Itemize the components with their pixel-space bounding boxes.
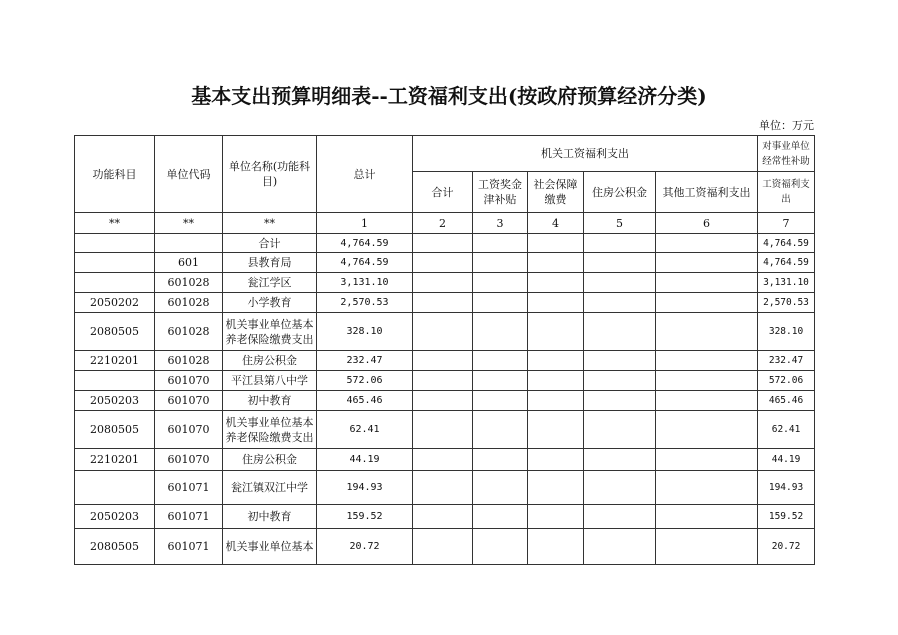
welfare-expense-cell: 465.46 [758,391,815,411]
table-row [75,253,815,273]
other-welfare-cell [656,273,758,293]
func-subject-cell [75,234,155,253]
index-cell: 2 [413,213,473,234]
table-row [75,234,815,253]
table-row [75,505,815,529]
unit-name-cell: 机关事业单位基本养老保险缴费支出 [223,411,317,449]
housing-fund-cell [584,293,656,313]
header-housing-fund: 住房公积金 [584,172,656,213]
social-security-cell [528,253,584,273]
salary-bonus-cell [473,234,528,253]
housing-fund-cell [584,391,656,411]
unit-name-cell: 初中教育 [223,391,317,411]
func-subject-cell: 2050203 [75,505,155,529]
func-subject-cell [75,273,155,293]
total-cell: 44.19 [317,449,413,471]
header-total: 总计 [317,136,413,213]
header-other-welfare: 其他工资福利支出 [656,172,758,213]
other-welfare-cell [656,471,758,505]
header-social-security: 社会保障缴费 [528,172,584,213]
other-welfare-cell [656,313,758,351]
total-cell: 465.46 [317,391,413,411]
total-cell: 20.72 [317,529,413,565]
header-unit-name: 单位名称(功能科目) [223,136,317,213]
welfare-expense-cell: 3,131.10 [758,273,815,293]
header-subsidy-group: 对事业单位经常性补助 [758,136,815,172]
unit-name-cell: 小学教育 [223,293,317,313]
index-cell: ** [223,213,317,234]
social-security-cell [528,391,584,411]
sub-total-cell [413,391,473,411]
func-subject-cell [75,471,155,505]
salary-bonus-cell [473,293,528,313]
table-row [75,313,815,351]
index-cell: ** [155,213,223,234]
func-subject-cell [75,371,155,391]
sub-total-cell [413,371,473,391]
salary-bonus-cell [473,313,528,351]
total-cell: 2,570.53 [317,293,413,313]
unit-code-cell: 601070 [155,449,223,471]
index-cell: 5 [584,213,656,234]
header-org-welfare-group: 机关工资福利支出 [413,136,758,172]
other-welfare-cell [656,351,758,371]
func-subject-cell: 2080505 [75,411,155,449]
social-security-cell [528,449,584,471]
func-subject-cell: 2050203 [75,391,155,411]
index-row [75,213,815,234]
table-row [75,449,815,471]
unit-code-cell [155,234,223,253]
welfare-expense-cell: 232.47 [758,351,815,371]
social-security-cell [528,234,584,253]
table-row [75,391,815,411]
table-row [75,351,815,371]
social-security-cell [528,371,584,391]
social-security-cell [528,411,584,449]
total-cell: 3,131.10 [317,273,413,293]
other-welfare-cell [656,253,758,273]
index-cell: 4 [528,213,584,234]
unit-code-cell: 601070 [155,411,223,449]
unit-code-cell: 601070 [155,371,223,391]
salary-bonus-cell [473,351,528,371]
salary-bonus-cell [473,273,528,293]
housing-fund-cell [584,253,656,273]
index-cell: 3 [473,213,528,234]
index-cell: 7 [758,213,815,234]
table-row [75,529,815,565]
sub-total-cell [413,313,473,351]
page-title: 基本支出预算明细表--工资福利支出(按政府预算经济分类) [191,84,707,108]
unit-code-cell: 601 [155,253,223,273]
index-cell: 1 [317,213,413,234]
sub-total-cell [413,411,473,449]
social-security-cell [528,529,584,565]
func-subject-cell: 2210201 [75,351,155,371]
unit-code-cell: 601028 [155,293,223,313]
housing-fund-cell [584,273,656,293]
other-welfare-cell [656,234,758,253]
unit-name-cell: 住房公积金 [223,351,317,371]
sub-total-cell [413,505,473,529]
sub-total-cell [413,471,473,505]
housing-fund-cell [584,411,656,449]
sub-total-cell [413,273,473,293]
housing-fund-cell [584,505,656,529]
welfare-expense-cell: 4,764.59 [758,253,815,273]
total-cell: 62.41 [317,411,413,449]
salary-bonus-cell [473,529,528,565]
salary-bonus-cell [473,411,528,449]
unit-name-cell: 平江县第八中学 [223,371,317,391]
other-welfare-cell [656,449,758,471]
housing-fund-cell [584,471,656,505]
func-subject-cell: 2080505 [75,529,155,565]
sub-total-cell [413,234,473,253]
sub-total-cell [413,449,473,471]
total-cell: 4,764.59 [317,234,413,253]
header-welfare-expense: 工资福利支出 [758,172,815,213]
unit-code-cell: 601028 [155,273,223,293]
salary-bonus-cell [473,253,528,273]
salary-bonus-cell [473,505,528,529]
welfare-expense-cell: 62.41 [758,411,815,449]
unit-name-cell: 初中教育 [223,505,317,529]
unit-name-cell: 县教育局 [223,253,317,273]
welfare-expense-cell: 159.52 [758,505,815,529]
header-salary-bonus: 工资奖金津补贴 [473,172,528,213]
func-subject-cell [75,253,155,273]
unit-name-cell: 住房公积金 [223,449,317,471]
func-subject-cell: 2210201 [75,449,155,471]
other-welfare-cell [656,391,758,411]
salary-bonus-cell [473,471,528,505]
total-cell: 159.52 [317,505,413,529]
other-welfare-cell [656,293,758,313]
budget-table [74,135,815,565]
social-security-cell [528,273,584,293]
salary-bonus-cell [473,371,528,391]
housing-fund-cell [584,371,656,391]
unit-code-cell: 601028 [155,351,223,371]
index-cell: ** [75,213,155,234]
func-subject-cell: 2050202 [75,293,155,313]
index-cell: 6 [656,213,758,234]
unit-code-cell: 601070 [155,391,223,411]
housing-fund-cell [584,449,656,471]
unit-code-cell: 601071 [155,529,223,565]
sub-total-cell [413,293,473,313]
welfare-expense-cell: 572.06 [758,371,815,391]
table-row [75,273,815,293]
housing-fund-cell [584,351,656,371]
other-welfare-cell [656,529,758,565]
other-welfare-cell [656,505,758,529]
sub-total-cell [413,351,473,371]
sub-total-cell [413,529,473,565]
welfare-expense-cell: 44.19 [758,449,815,471]
header-sub-total: 合计 [413,172,473,213]
unit-code-cell: 601071 [155,505,223,529]
table-row [75,371,815,391]
total-cell: 194.93 [317,471,413,505]
table-row [75,293,815,313]
total-cell: 232.47 [317,351,413,371]
unit-name-cell: 瓮江镇双江中学 [223,471,317,505]
total-cell: 328.10 [317,313,413,351]
social-security-cell [528,313,584,351]
unit-label: 单位：万元 [759,119,814,132]
unit-name-cell: 瓮江学区 [223,273,317,293]
social-security-cell [528,351,584,371]
welfare-expense-cell: 328.10 [758,313,815,351]
welfare-expense-cell: 2,570.53 [758,293,815,313]
social-security-cell [528,293,584,313]
unit-code-cell: 601028 [155,313,223,351]
unit-name-cell: 机关事业单位基本 [223,529,317,565]
header-unit-code: 单位代码 [155,136,223,213]
table-row [75,471,815,505]
other-welfare-cell [656,371,758,391]
welfare-expense-cell: 194.93 [758,471,815,505]
welfare-expense-cell: 4,764.59 [758,234,815,253]
housing-fund-cell [584,234,656,253]
total-cell: 4,764.59 [317,253,413,273]
housing-fund-cell [584,529,656,565]
housing-fund-cell [584,313,656,351]
social-security-cell [528,471,584,505]
unit-code-cell: 601071 [155,471,223,505]
social-security-cell [528,505,584,529]
welfare-expense-cell: 20.72 [758,529,815,565]
unit-name-cell: 合计 [223,234,317,253]
total-cell: 572.06 [317,371,413,391]
unit-name-cell: 机关事业单位基本养老保险缴费支出 [223,313,317,351]
header-func-subject: 功能科目 [75,136,155,213]
other-welfare-cell [656,411,758,449]
func-subject-cell: 2080505 [75,313,155,351]
table-row [75,411,815,449]
salary-bonus-cell [473,449,528,471]
salary-bonus-cell [473,391,528,411]
sub-total-cell [413,253,473,273]
